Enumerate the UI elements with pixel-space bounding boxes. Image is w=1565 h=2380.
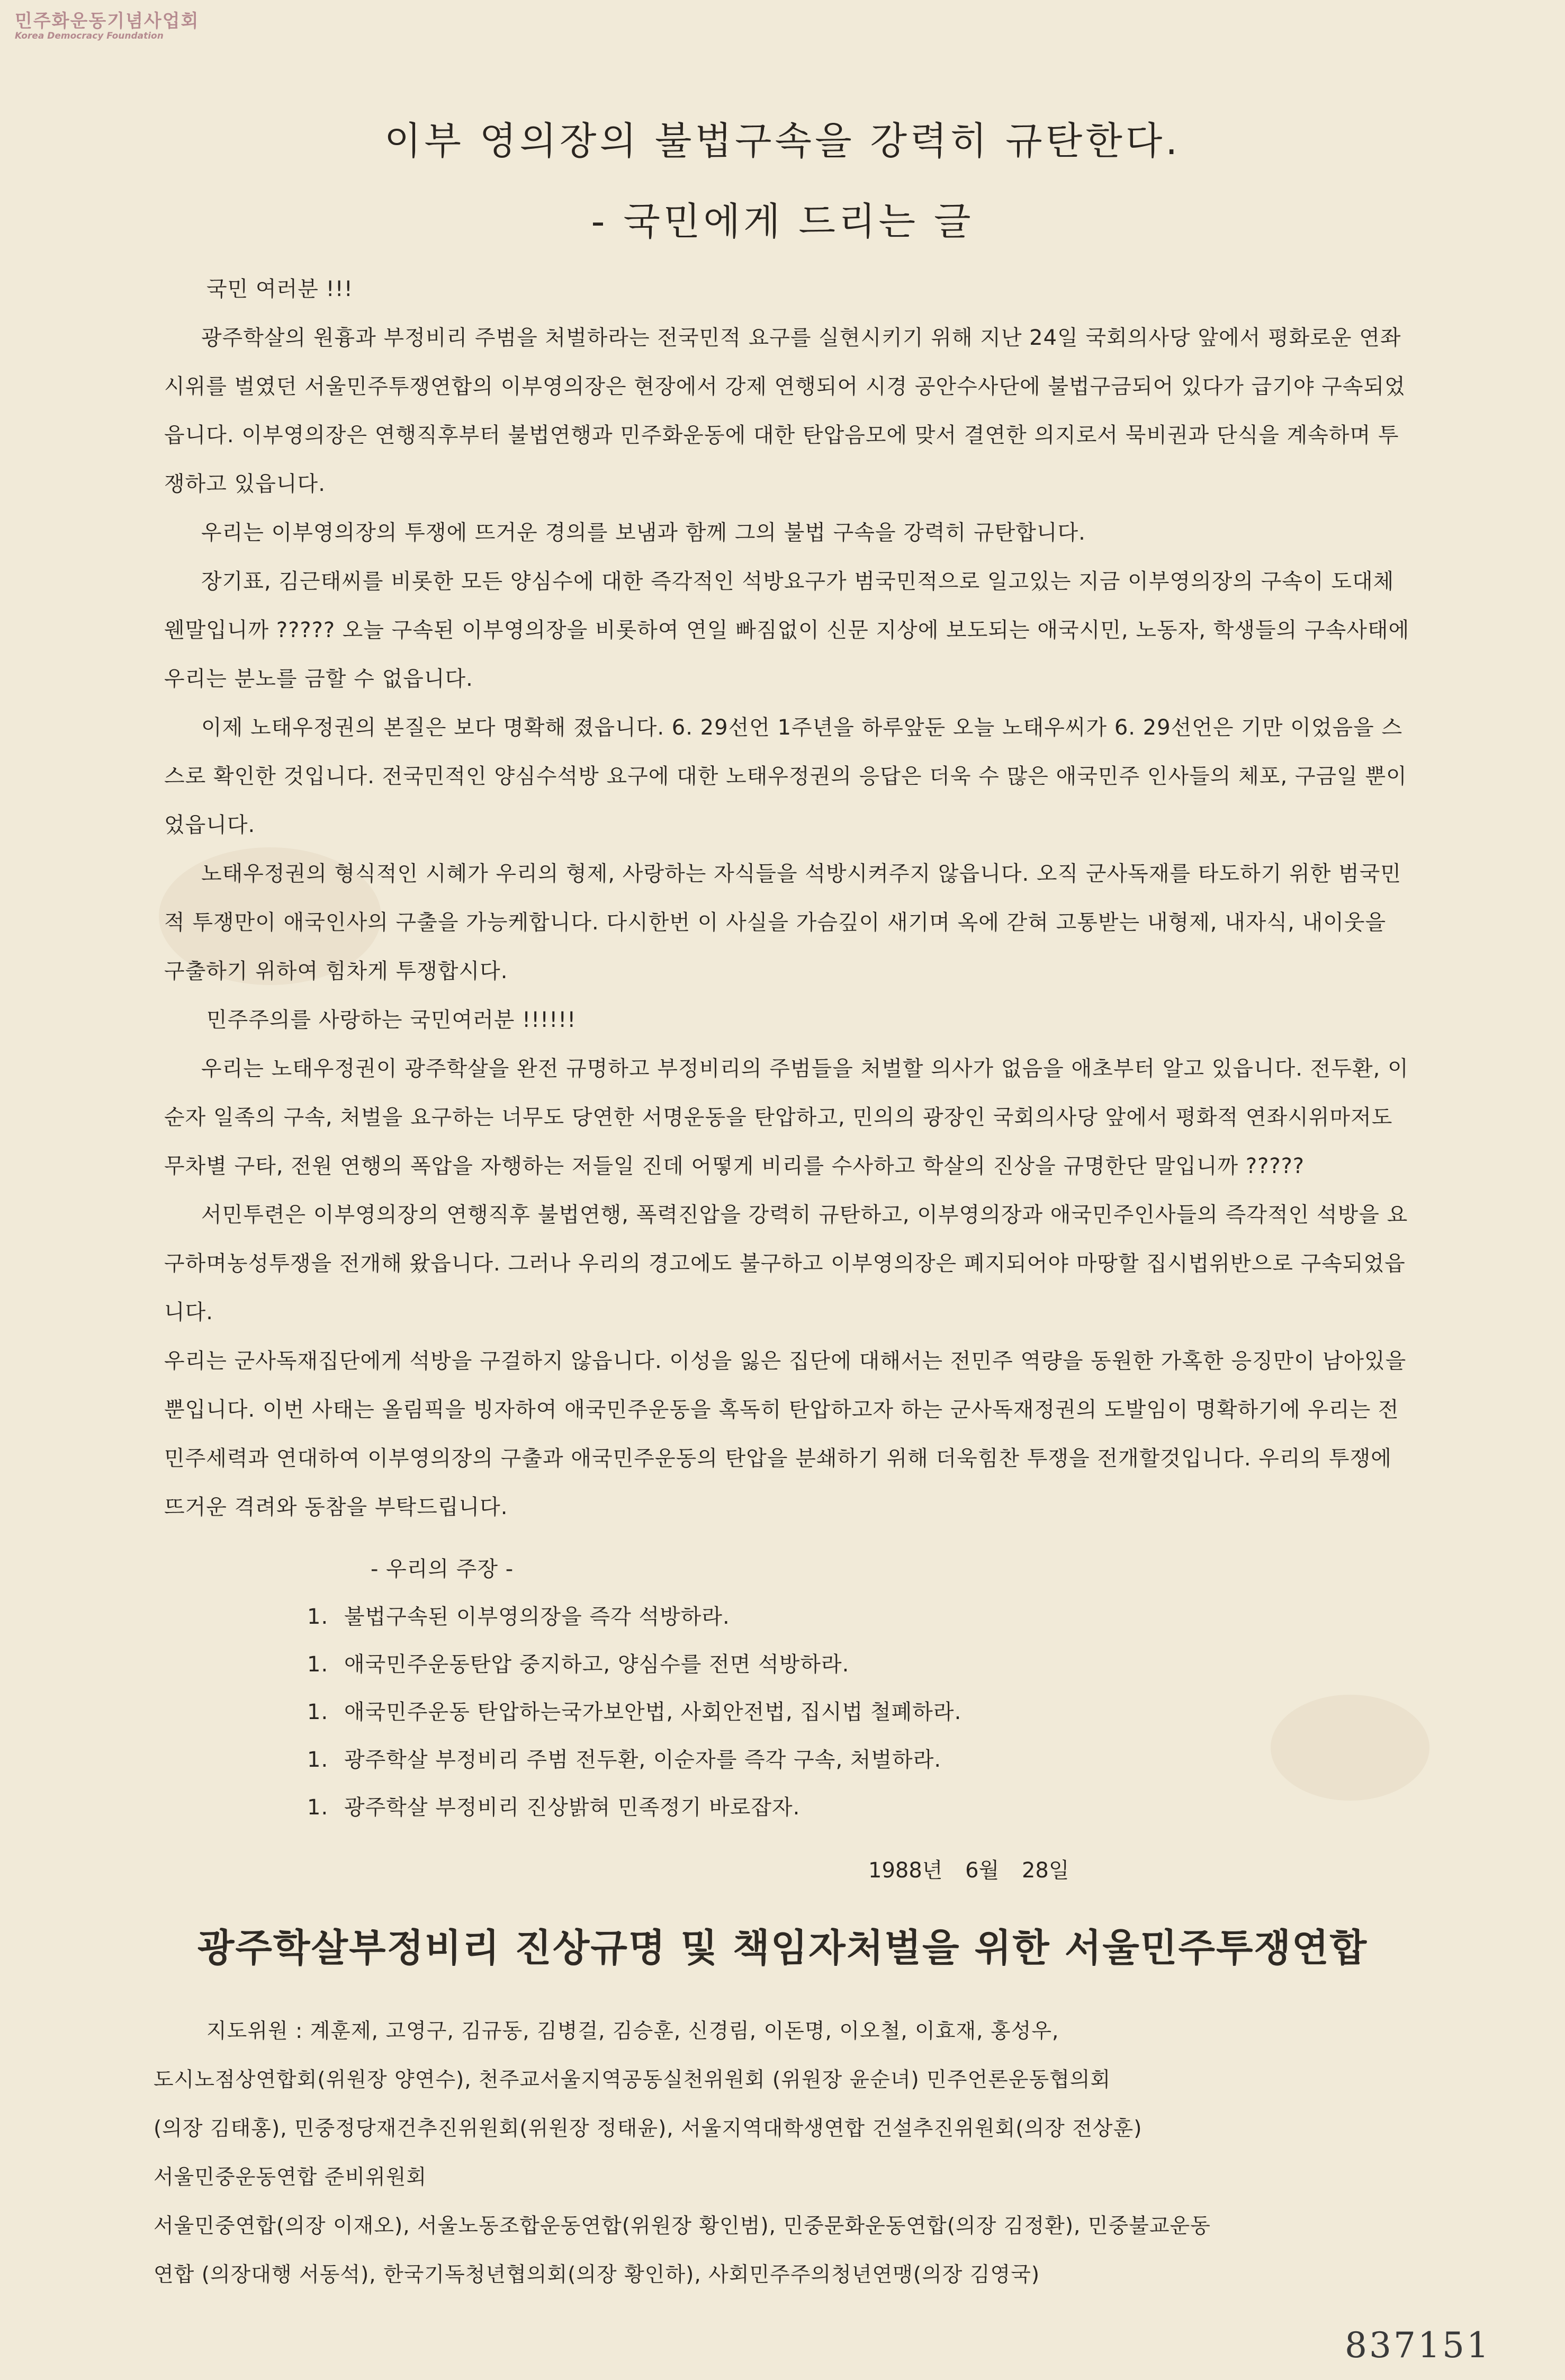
- demand-number: 1.: [307, 1748, 329, 1772]
- body-paragraph: 노태우정권의 형식적인 시혜가 우리의 형제, 사랑하는 자식들을 석방시켜주지 않읍니다. 오직 군사독재를 타도하기 위한 범국민적 투쟁만이 애국인사의 구출을 가능케합니다. 다시한번 이 사실을 가슴깊이 새기며 옥에 갇혀 고통받는 내형제, 내자식, 내이웃을 구출하기 위하여 힘차게 투쟁합시다.: [164, 862, 1402, 983]
- document-title: 이부 영의장의 불법구속을 강력히 규탄한다.: [384, 119, 1181, 163]
- demand-item: [307, 1688, 1313, 1736]
- watermark-korean: 민주화운동기념사업회: [15, 11, 200, 32]
- body-paragraph: 서민투련은 이부영의장의 연행직후 불법연행, 폭력진압을 강력히 규탄하고, 이부영의장과 애국민주인사들의 즉각적인 석방을 요구하며농성투쟁을 전개해 왔읍니다. 그러나 우리의 경고에도 불구하고 이부영의장은 폐지되어야 마땅할 집시법위반으로 구속되었읍니다.: [164, 1203, 1408, 1325]
- demand-number: 1.: [307, 1605, 329, 1629]
- demand-item: [307, 1736, 1313, 1784]
- demand-number: 1.: [307, 1652, 329, 1677]
- members-line: 도시노점상연합회(위원장 양연수), 천주교서울지역공동실천위원회 (위원장 윤순녀) 민주언론운동협의회: [154, 2068, 1111, 2092]
- body-paragraph: 광주학살의 원흉과 부정비리 주범을 처벌하라는 전국민적 요구를 실현시키기 위해 지난 24일 국회의사당 앞에서 평화로운 연좌시위를 벌였던 서울민주투쟁연합의 이부영의장은 현장에서 강제 연행되어 시경 공안수사단에 불법구금되어 있다가 급기야 구속되었읍니다. 이부영의장은 연행직후부터 불법연행과 민주화운동에 대한 탄압음모에 맞서 결연한 의지로서 묵비권과 단식을 계속하며 투쟁하고 있읍니다.: [164, 326, 1406, 496]
- demands-heading: - 우리의 주장 -: [371, 1557, 514, 1581]
- document-subtitle: - 국민에게 드리는 글: [591, 199, 974, 244]
- document-date: 1988년 6월 28일: [868, 1858, 1069, 1883]
- demands-section: [307, 1545, 1313, 1831]
- body-paragraph: 우리는 노태우정권이 광주학살을 완전 규명하고 부정비리의 주범들을 처벌할 의사가 없음을 애초부터 알고 있읍니다. 전두환, 이순자 일족의 구속, 처벌을 요구하는 너무도 당연한 서명운동을 탄압하고, 민의의 광장인 국회의사당 앞에서 평화적 연좌시위마저도 무차별 구타, 전원 연행의 폭압을 자행하는 저들일 진데 어떻게 비리를 수사하고 학살의 진상을 규명한단 말입니까 ?????: [164, 1057, 1409, 1178]
- demand-text: 애국민주운동 탄압하는국가보안법, 사회안전법, 집시법 철폐하라.: [344, 1700, 962, 1724]
- members-line: 지도위원 : 계훈제, 고영구, 김규동, 김병걸, 김승훈, 신경림, 이돈명, 이오철, 이효재, 홍성우,: [206, 2019, 1059, 2043]
- demand-item: [307, 1641, 1313, 1688]
- demand-item: [307, 1593, 1313, 1641]
- body-text: [164, 265, 1414, 1532]
- demand-text: 광주학살 부정비리 주범 전두환, 이순자를 즉각 구속, 처벌하라.: [344, 1748, 942, 1772]
- demand-text: 애국민주운동탄압 중지하고, 양심수를 전면 석방하라.: [344, 1652, 850, 1677]
- demand-number: 1.: [307, 1700, 329, 1724]
- members-line: (의장 김태홍), 민중정당재건추진위원회(위원장 정태윤), 서울지역대학생연합 건설추진위원회(의장 전상훈): [154, 2117, 1143, 2141]
- salutation: 민주주의를 사랑하는 국민여러분 !!!!!!: [206, 1008, 577, 1032]
- members-line: 서울민중운동연합 준비위원회: [154, 2166, 427, 2189]
- members-line: 연합 (의장대행 서동석), 한국기독청년협의회(의장 황인하), 사회민주주의청년연맹(의장 김영국): [154, 2263, 1040, 2287]
- watermark: [15, 12, 205, 41]
- body-paragraph: 장기표, 김근태씨를 비롯한 모든 양심수에 대한 즉각적인 석방요구가 범국민적으로 일고있는 지금 이부영의장의 구속이 도대체 웬말입니까 ????? 오늘 구속된 이부영의장을 비롯하여 연일 빠짐없이 신문 지상에 보도되는 애국시민, 노동자, 학생들의 구속사태에 우리는 분노를 금할 수 없읍니다.: [164, 569, 1410, 691]
- salutation: 국민 여러분 !!!: [206, 277, 353, 301]
- demands-list: [307, 1593, 1313, 1831]
- demand-text: 광주학살 부정비리 진상밝혀 민족정기 바로잡자.: [344, 1795, 801, 1820]
- body-paragraph: 우리는 군사독재집단에게 석방을 구걸하지 않읍니다. 이성을 잃은 집단에 대해서는 전민주 역량을 동원한 가혹한 응징만이 남아있을뿐입니다. 이번 사태는 올림픽을 빙자하여 애국민주운동을 혹독히 탄압하고자 하는 군사독재정권의 도발임이 명확하기에 우리는 전민주세력과 연대하여 이부영의장의 구출과 애국민주운동의 탄압을 분쇄하기 위해 더욱힘찬 투쟁을 전개할것입니다. 우리의 투쟁에 뜨거운 격려와 동참을 부탁드립니다.: [164, 1349, 1407, 1519]
- watermark-english: Korea Democracy Foundation: [15, 31, 164, 42]
- body-paragraph: 우리는 이부영의장의 투쟁에 뜨거운 경의를 보냄과 함께 그의 불법 구속을 강력히 규탄합니다.: [201, 521, 1086, 545]
- organization-name: 광주학살부정비리 진상규명 및 책임자처벌을 위한 서울민주투쟁연합: [197, 1926, 1368, 1970]
- demand-number: 1.: [307, 1795, 329, 1820]
- demand-text: 불법구속된 이부영의장을 즉각 석방하라.: [344, 1605, 730, 1629]
- demand-item: [307, 1784, 1313, 1831]
- archive-number: 837151: [1345, 2325, 1491, 2366]
- body-paragraph: 이제 노태우정권의 본질은 보다 명확해 졌읍니다. 6. 29선언 1주년을 하루앞둔 오늘 노태우씨가 6. 29선언은 기만 이었음을 스스로 확인한 것입니다. 전국민적인 양심수석방 요구에 대한 노태우정권의 응답은 더욱 수 많은 애국민주 인사들의 체포, 구금일 뿐이었읍니다.: [164, 715, 1407, 837]
- member-organizations: [154, 2007, 1424, 2300]
- members-line: 서울민중연합(의장 이재오), 서울노동조합운동연합(위원장 황인범), 민중문화운동연합(의장 김정환), 민중불교운동: [154, 2214, 1211, 2238]
